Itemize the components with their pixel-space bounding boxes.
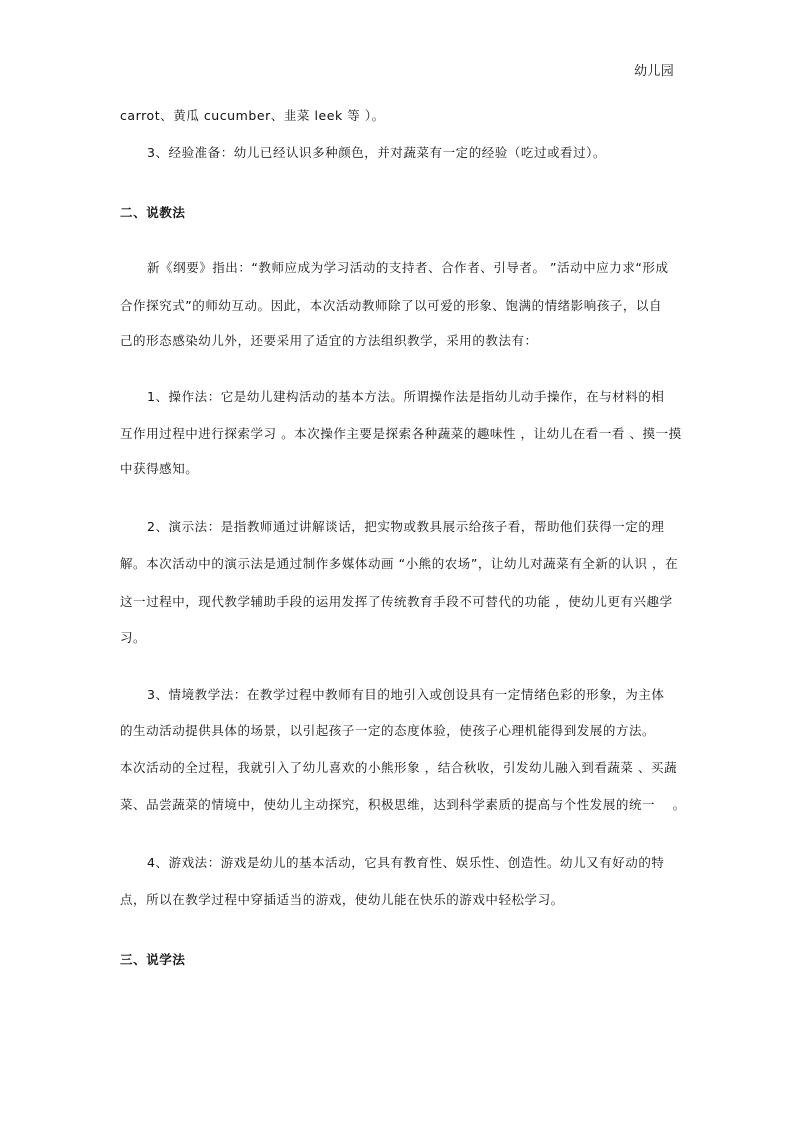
body-line: 菜、品尝蔬菜的情境中，使幼儿主动探究，积极思维，达到科学素质的提高与个性发展的统一 。: [120, 797, 686, 812]
body-line: 这一过程中，现代教学辅助手段的运用发挥了传统教育手段不可替代的功能 ，使幼儿更有兴趣学: [120, 594, 673, 609]
body-line: 解。本次活动中的演示法是通过制作多媒体动画 “小熊的农场”，让幼儿对蔬菜有全新的认识 ，在: [120, 556, 679, 571]
body-line: 中获得感知。: [120, 461, 199, 476]
body-line: 新《纲要》指出：“教师应成为学习活动的支持者、合作者、引导者。 ”活动中应力求“形成: [147, 260, 669, 275]
section-heading: 二、说教法: [120, 205, 186, 220]
page-header: 幼儿园: [634, 64, 674, 79]
body-line: 3、情境教学法：在教学过程中教师有目的地引入或创设具有一定情绪色彩的形象，为主体: [147, 687, 665, 702]
body-line: 己的形态感染幼儿外，还要采用了适宜的方法组织教学，采用的教法有：: [120, 333, 538, 348]
body-line: carrot、黄瓜 cucumber、韭菜 leek 等 ）。: [120, 108, 385, 123]
body-line: 点，所以在教学过程中穿插适当的游戏，使幼儿能在快乐的游戏中轻松学习。: [120, 892, 564, 907]
body-line: 合作探究式”的师幼互动。因此，本次活动教师除了以可爱的形象、饱满的情绪影响孩子，以自: [120, 298, 663, 313]
body-line: 本次活动的全过程，我就引入了幼儿喜欢的小熊形象 ，结合秋收，引发幼儿融入到看蔬菜 、买蔬: [120, 760, 678, 775]
body-line: 4、游戏法：游戏是幼儿的基本活动，它具有教育性、娱乐性、创造性。幼儿又有好动的特: [147, 855, 665, 870]
section-heading: 三、说学法: [120, 952, 186, 967]
body-line: 1、操作法：它是幼儿建构活动的基本方法。所谓操作法是指幼儿动手操作，在与材料的相: [147, 389, 665, 404]
body-line: 互作用过程中进行探索学习 。本次操作主要是探索各种蔬菜的趣味性 ，让幼儿在看一看 、摸一摸: [120, 426, 682, 441]
body-line: 3、经验准备：幼儿已经认识多种颜色，并对蔬菜有一定的经验（吃过或看过）。: [147, 145, 607, 160]
body-line: 习。: [120, 630, 147, 645]
body-line: 的生动活动提供具体的场景，以引起孩子一定的态度体验，使孩子心理机能得到发展的方法。: [120, 723, 656, 738]
body-line: 2、演示法：是指教师通过讲解谈话，把实物或教具展示给孩子看，帮助他们获得一定的理: [147, 519, 665, 534]
